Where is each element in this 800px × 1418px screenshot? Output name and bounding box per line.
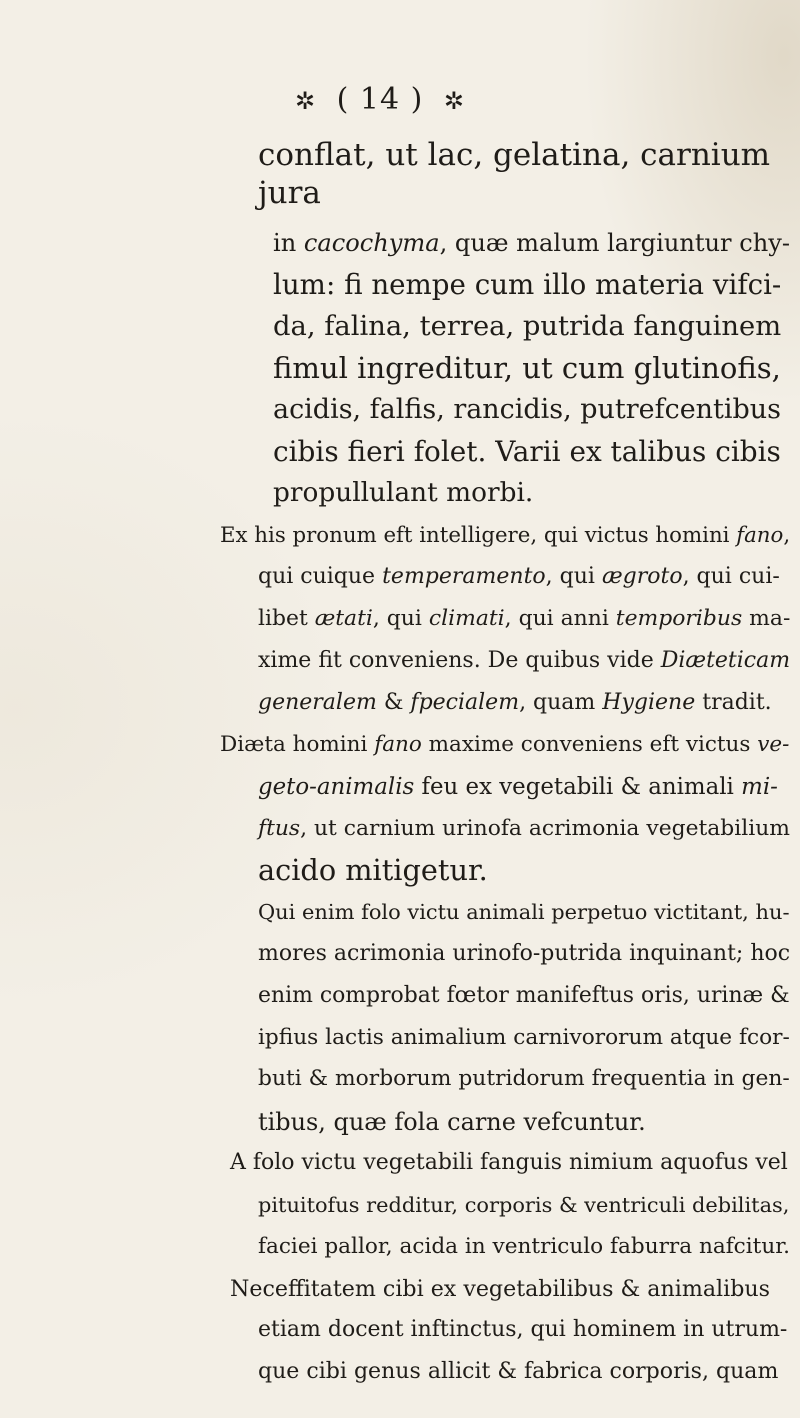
text-line	[258, 644, 790, 678]
text-segment: , quam	[519, 690, 603, 715]
text-segment: pituitofus redditur, corporis & ventriculi debilitas,	[258, 1193, 790, 1217]
text-line	[258, 1230, 790, 1264]
text-segment: da, falina, terrea, putrida fanguinem	[273, 311, 782, 342]
text-line	[258, 176, 321, 210]
text-segment: acidis, falfis, rancidis, putrefcentibus	[273, 394, 781, 425]
text-segment: , qui anni	[504, 606, 616, 631]
text-segment: A folo victu vegetabili fanguis nimium aquofus vel	[230, 1150, 788, 1175]
text-line	[273, 476, 533, 510]
italic-text: ve-	[757, 732, 790, 757]
text-line	[273, 226, 790, 260]
text-segment: ,	[783, 523, 791, 548]
text-segment: que cibi genus allicit & fabrica corporis, quam	[258, 1359, 779, 1384]
text-segment: , ut carnium urinofa acrimonia vegetabilium	[300, 816, 790, 841]
text-line	[258, 853, 488, 887]
text-segment: Diæta homini	[220, 732, 375, 757]
text-line	[258, 1188, 789, 1222]
text-segment: etiam docent inftinctus, qui hominem in utrum-	[258, 1317, 788, 1342]
text-line	[230, 1146, 788, 1180]
text-line	[258, 812, 790, 846]
italic-text: generalem	[258, 690, 377, 715]
text-segment: faciei pallor, acida in ventriculo faburra nafcitur.	[258, 1234, 791, 1259]
italic-text: geto-animalis	[258, 774, 415, 800]
text-segment: , qui	[372, 606, 429, 631]
text-line	[258, 895, 790, 929]
ornament-right-icon: ✲	[443, 87, 465, 115]
text-line	[230, 1272, 770, 1306]
italic-text: ætati	[314, 606, 373, 631]
text-line	[220, 519, 790, 553]
text-line	[258, 560, 780, 594]
italic-text: ftus	[258, 816, 301, 841]
text-segment: ma-	[742, 606, 791, 631]
italic-text: temporibus	[615, 606, 743, 631]
text-segment: jura	[258, 175, 321, 211]
text-segment: , quæ malum largiuntur chy-	[439, 229, 790, 257]
italic-text: Hygiene	[602, 690, 696, 715]
italic-text: cacochyma	[303, 229, 440, 257]
text-line	[258, 1062, 790, 1096]
text-segment: libet	[258, 606, 315, 631]
text-line	[273, 268, 781, 302]
italic-text: temperamento	[382, 564, 546, 589]
italic-text: Diæteticam	[660, 648, 791, 673]
page-header	[285, 82, 475, 117]
text-line	[258, 1021, 790, 1055]
ornament-left-icon: ✲	[295, 87, 317, 115]
text-segment: qui cuique	[258, 564, 383, 589]
text-line	[220, 728, 789, 762]
text-segment: mores acrimonia urinofo-putrida inquinant; hoc	[258, 941, 791, 966]
text-segment: buti & morborum putridorum frequentia in gen-	[258, 1066, 790, 1091]
text-segment: xime fit conveniens. De quibus vide	[258, 648, 661, 673]
text-segment: acido mitigetur.	[258, 853, 488, 887]
italic-text: fpecialem	[410, 690, 520, 715]
text-segment: ipfius lactis animalium carnivororum atque fcor-	[258, 1025, 790, 1050]
text-segment: fimul ingreditur, ut cum glutinofis,	[273, 351, 781, 385]
text-segment: tradit.	[695, 690, 772, 715]
text-segment: enim comprobat fœtor manifeftus oris, urinæ &	[258, 983, 790, 1008]
text-segment: Neceffitatem cibi ex vegetabilibus & animalibus	[230, 1276, 770, 1302]
text-segment: maxime conveniens eft victus	[421, 732, 758, 757]
text-line	[273, 393, 781, 427]
text-line	[273, 435, 781, 469]
text-line	[258, 686, 772, 720]
text-segment: feu ex vegetabili & animali	[414, 774, 742, 800]
text-segment: , qui	[545, 564, 602, 589]
text-segment: &	[376, 690, 411, 715]
text-line	[258, 1355, 778, 1389]
text-segment: Qui enim folo victu animali perpetuo victitant, hu-	[258, 900, 790, 924]
italic-text: fano	[736, 523, 784, 548]
italic-text: ægroto	[601, 564, 683, 589]
text-line	[258, 770, 778, 804]
text-segment: tibus, quæ fola carne vefcuntur.	[258, 1108, 646, 1136]
text-segment: cibis fieri folet. Varii ex talibus cibis	[273, 435, 781, 468]
text-segment: conflat, ut lac, gelatina, carnium	[258, 137, 771, 173]
text-line	[273, 310, 781, 344]
page-number: ( 14 )	[336, 82, 424, 117]
italic-text: climati	[428, 606, 505, 631]
text-segment: Ex his pronum eft intelligere, qui victus homini	[220, 523, 737, 548]
text-segment: lum: fi nempe cum illo materia vifci-	[273, 268, 782, 301]
text-line	[258, 602, 790, 636]
text-line	[273, 351, 781, 385]
text-segment: propullulant morbi.	[273, 478, 534, 508]
italic-text: mi-	[741, 774, 778, 800]
text-line	[258, 1105, 646, 1139]
text-line	[258, 1313, 787, 1347]
text-segment: , qui cui-	[682, 564, 780, 589]
text-line	[258, 138, 770, 172]
italic-text: fano	[374, 732, 422, 757]
text-line	[258, 979, 790, 1013]
text-line	[258, 937, 790, 971]
text-segment: in	[273, 229, 304, 257]
